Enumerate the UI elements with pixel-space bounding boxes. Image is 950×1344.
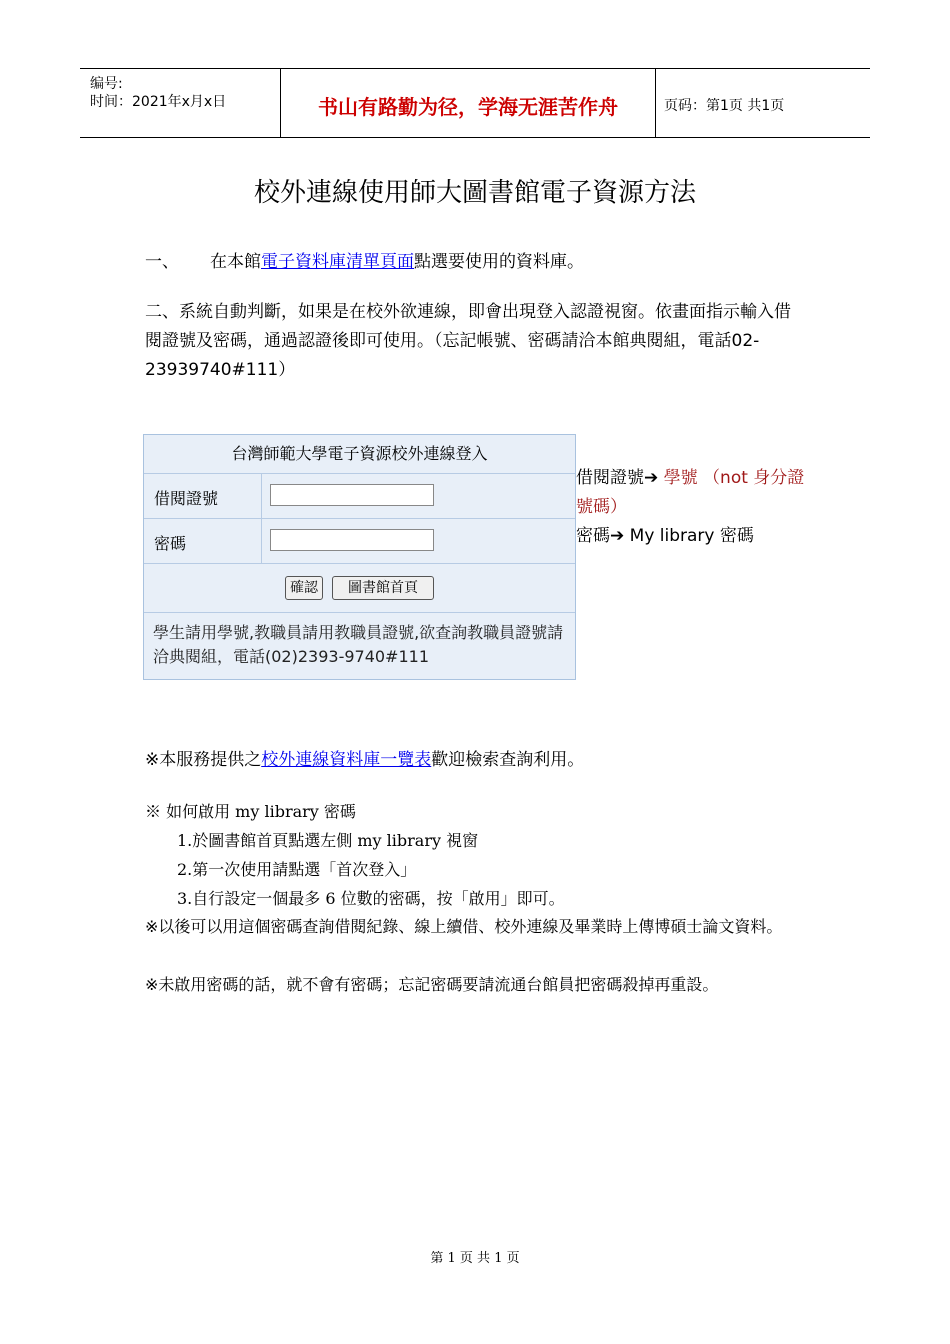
serial-label: 编号: (90, 76, 123, 92)
step-1-prefix: 在本館 (210, 252, 261, 272)
database-list-link[interactable]: 電子資料庫清單頁面 (261, 252, 414, 272)
column-divider (261, 474, 262, 518)
column-divider (261, 519, 262, 563)
header-info-cell (80, 69, 280, 137)
login-password-row (144, 519, 575, 564)
page-title: 校外連線使用師大圖書館電子資源方法 (253, 178, 696, 208)
library-home-button[interactable]: 圖書館首頁 (332, 576, 434, 600)
password-annotation: 密碼➔ My library 密碼 (576, 526, 754, 546)
header-table (80, 68, 870, 138)
step-1 (145, 248, 584, 277)
service-prefix: ※本服務提供之 (145, 750, 262, 770)
mylibrary-heading: ※ 如何啟用 my library 密碼 (145, 802, 356, 821)
step-1-number: 一、 (145, 252, 179, 272)
password-label: 密碼 (154, 534, 187, 553)
login-heading: 台灣師範大學電子資源校外連線登入 (144, 435, 575, 474)
header-motto-cell (280, 69, 656, 137)
time-label: 时间：2021年x月x日 (90, 94, 227, 110)
motto: 书山有路勤为径，学海无涯苦作舟 (318, 95, 618, 119)
step-2: 二、系統自動判斷，如果是在校外欲連線，即會出現登入認證視窗。依畫面指示輸入借閱證號及密碼，通過認證後即可使用。（忘記帳號、密碼請洽本館典閱組，電話02-23939740#111） (145, 302, 791, 380)
page-info: 页码：第1页 共1页 (664, 98, 785, 114)
step-1-suffix: 點選要使用的資料庫。 (414, 252, 584, 272)
service-note (145, 746, 584, 775)
mylibrary-note-1: ※以後可以用這個密碼查詢借閱紀錄、線上續借、校外連線及畢業時上傳博碩士論文資料。 (145, 917, 783, 936)
mylibrary-step-1: 1.於圖書館首頁點選左側 my library 視窗 (177, 831, 479, 850)
login-button-row (144, 564, 575, 613)
login-note: 學生請用學號,教職員請用教職員證號,欲查詢教職員證號請洽典閱組，電話(02)2393-9740#111 (153, 623, 564, 666)
mylibrary-note-2: ※未啟用密碼的話，就不會有密碼；忘記密碼要請流通台館員把密碼殺掉再重設。 (145, 975, 719, 994)
mylibrary-step-3: 3.自行設定一個最多 6 位數的密碼，按「啟用」即可。 (177, 889, 565, 908)
confirm-button[interactable]: 確認 (285, 576, 323, 600)
login-id-row (144, 474, 575, 519)
id-input[interactable] (270, 484, 434, 506)
id-annotation (576, 464, 816, 522)
password-input[interactable] (270, 529, 434, 551)
login-note-row (144, 613, 575, 679)
header-page-cell (656, 69, 870, 137)
offcampus-database-link[interactable]: 校外連線資料庫一覽表 (261, 750, 432, 770)
login-box-image (143, 434, 576, 680)
id-label: 借閱證號 (154, 489, 219, 508)
id-annotation-value: 學號 （not 身分證號碼） (576, 468, 805, 517)
id-annotation-label: 借閱證號➔ (576, 468, 659, 488)
service-suffix: 歡迎檢索查詢利用。 (431, 750, 585, 770)
page-footer: 第 1 页 共 1 页 (430, 1251, 520, 1266)
mylibrary-step-2: 2.第一次使用請點選「首次登入」 (177, 860, 417, 879)
